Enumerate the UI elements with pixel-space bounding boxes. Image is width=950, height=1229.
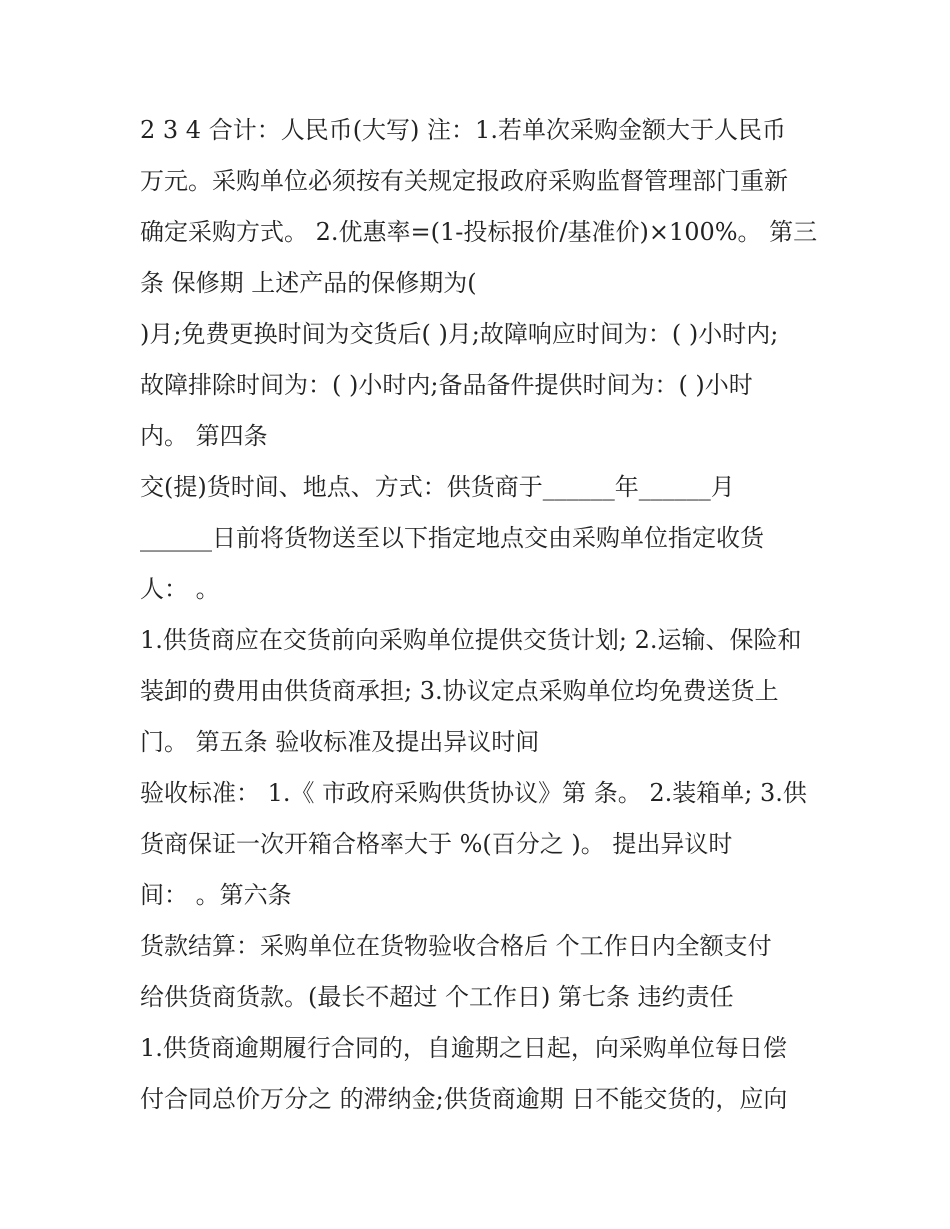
text-line: 间： 。第六条 [140, 881, 292, 909]
text-line: 验收标准： 1.《 市政府采购供货协议》第 条。 2.装箱单; 3.供 [140, 779, 807, 807]
text-line: 装卸的费用由供货商承担; 3.协议定点采购单位均免费送货上 [140, 677, 779, 705]
text-line: ______日前将货物送至以下指定地点交由采购单位指定收货 [140, 524, 764, 552]
text-line: 门。 第五条 验收标准及提出异议时间 [140, 728, 540, 756]
text-line: 货款结算：采购单位在货物验收合格后 个工作日内全额支付 [140, 932, 772, 960]
text-line: )月;免费更换时间为交货后( )月;故障响应时间为：( )小时内; [140, 320, 779, 348]
text-line: 1.供货商逾期履行合同的，自逾期之日起，向采购单位每日偿 [140, 1034, 787, 1062]
text-line: 货商保证一次开箱合格率大于 %(百分之 )。 提出异议时 [140, 830, 733, 858]
text-line: 万元。采购单位必须按有关规定报政府采购监督管理部门重新 [140, 167, 788, 195]
text-line: 交(提)货时间、地点、方式：供货商于______年______月 [140, 473, 735, 501]
text-line: 故障排除时间为：( )小时内;备品备件提供时间为：( )小时 [140, 371, 753, 399]
text-line: 1.供货商应在交货前向采购单位提供交货计划; 2.运输、保险和 [140, 626, 802, 654]
text-line: 给供货商货款。(最长不超过 个工作日) 第七条 违约责任 [140, 983, 734, 1011]
text-line: 确定采购方式。 2.优惠率=(1-投标报价/基准价)×100%。 第三 [140, 218, 818, 246]
text-line: 付合同总价万分之 的滞纳金;供货商逾期 日不能交货的，应向 [140, 1085, 788, 1113]
text-line: 人： 。 [140, 575, 220, 603]
text-line: 内。 第四条 [140, 422, 268, 450]
text-line: 2 3 4 合计：人民币(大写) 注：1.若单次采购金额大于人民币 [140, 116, 786, 144]
text-line: 条 保修期 上述产品的保修期为( [140, 269, 477, 297]
